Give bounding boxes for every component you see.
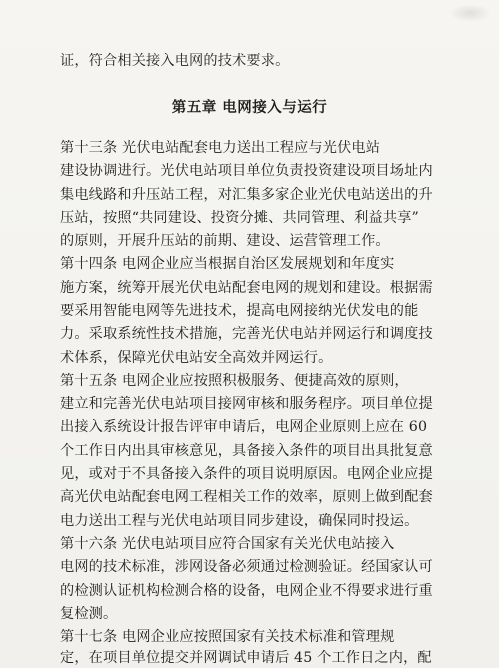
body-line: 力。采取系统性技术措施，完善光伏电站并网运行和调度技: [60, 326, 433, 342]
chapter-title: 第五章 电网接入与运行: [171, 100, 328, 116]
body-line: 施方案，统筹开展光伏电站配套电网的规划和建设。根据需: [60, 280, 433, 296]
body-line: 的检测认证机构检测合格的设备，电网企业不得要求进行重: [60, 583, 433, 599]
body-line: 压站，按照“共同建设、投资分摊、共同管理、利益共享”: [60, 210, 419, 226]
body-line: 见，或对于不具备接入条件的项目说明原因。电网企业应提: [60, 466, 433, 482]
body-line: 个工作日内出具审核意见，具备接入条件的项目出具批复意: [60, 443, 433, 459]
body-line: 建立和完善光伏电站项目接网审核和服务程序。项目单位提: [60, 396, 433, 412]
body-line: 集电线路和升压站工程，对汇集多家企业光伏电站送出的升: [60, 187, 433, 203]
body-line: 定，在项目单位提交并网调试申请后 45 个工作日之内，配: [60, 650, 432, 666]
continuation-line: 证，符合相关接入电网的技术要求。: [60, 53, 290, 69]
body-line: 的原则，开展升压站的前期、建设、运营管理工作。: [60, 233, 390, 249]
body-line: 出接入系统设计报告评审申请后，电网企业原则上应在 60: [60, 419, 428, 435]
body-line: 第十七条 电网企业应按照国家有关技术标准和管理规: [60, 629, 395, 645]
body-line: 第十六条 光伏电站项目应符合国家有关光伏电站接入: [60, 536, 395, 552]
body-line: 要采用智能电网等先进技术，提高电网接纳光伏发电的能: [60, 303, 419, 319]
body-line: 第十五条 电网企业应按照积极服务、便捷高效的原则，: [60, 373, 409, 389]
body-line: 电力送出工程与光伏电站项目同步建设，确保同时投运。: [60, 513, 419, 529]
body-line: 电网的技术标准，涉网设备必须通过检测验证。经国家认可: [60, 559, 433, 575]
body-line: 建设协调进行。光伏电站项目单位负责投资建设项目场址内: [60, 163, 433, 179]
scan-smudge: [449, 4, 491, 22]
body-line: 术体系，保障光伏电站安全高效并网运行。: [60, 350, 333, 366]
body-line: 第十四条 电网企业应当根据自治区发展规划和年度实: [60, 256, 395, 272]
body-line: 复检测。: [60, 606, 118, 622]
body-line: 第十三条 光伏电站配套电力送出工程应与光伏电站: [60, 140, 381, 156]
body-line: 高光伏电站配套电网工程相关工作的效率，原则上做到配套: [60, 489, 433, 505]
